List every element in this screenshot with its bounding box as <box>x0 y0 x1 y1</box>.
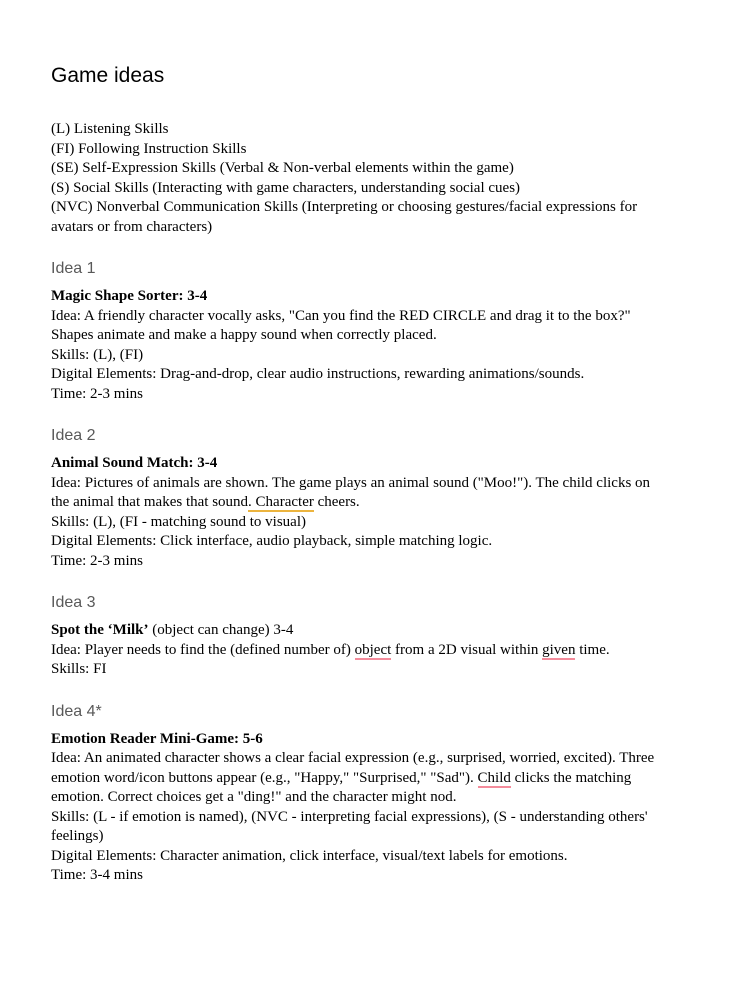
text-run: Idea: Player needs to find the (defined number of) <box>51 641 355 658</box>
text-run: Skills: (L - if emotion is named), (NVC - interpreting facial expressions), (S - understanding others' feelings) <box>51 808 648 844</box>
text-run: Idea: An animated character shows a clear facial expression (e.g., surprised, worried, excited). Three emotion word/icon buttons appear (e.g., "Happy," "Surprised," "Sad"). <box>51 750 655 786</box>
text-run: Digital Elements: Drag-and-drop, clear audio instructions, rewarding animations/sounds. <box>51 366 585 382</box>
text-run: Skills: (L), (FI) <box>51 346 144 363</box>
paragraph <box>51 307 671 346</box>
paragraph <box>51 749 671 808</box>
idea-section <box>51 593 671 680</box>
section-heading: Idea 1 <box>51 260 96 277</box>
legend-line: (L) Listening Skills <box>51 121 169 137</box>
sections <box>51 259 671 886</box>
text-run: (object can change) 3-4 <box>148 622 294 638</box>
suggestion-underline[interactable]: given <box>542 641 576 658</box>
text-run: Idea: Pictures of animals are shown. The game plays an animal sound ("Moo!"). The child clicks on the animal that makes that sound <box>51 474 651 510</box>
paragraph <box>51 847 671 867</box>
bold-text: Emotion Reader Mini-Game: 5-6 <box>51 730 263 747</box>
document-title: Game ideas <box>51 64 165 87</box>
paragraph <box>51 532 671 552</box>
idea-section <box>51 702 671 886</box>
text-run: time. <box>575 641 610 658</box>
section-heading: Idea 2 <box>51 427 96 444</box>
paragraph <box>51 730 671 750</box>
paragraph <box>51 365 671 385</box>
legend-line: (NVC) Nonverbal Communication Skills (Interpreting or choosing gestures/facial expressions for avatars or from characters) <box>51 199 638 235</box>
skills-legend <box>51 120 671 237</box>
section-heading: Idea 4* <box>51 702 102 720</box>
text-run: Time: 2-3 mins <box>51 385 143 402</box>
paragraph <box>51 866 671 886</box>
paragraph <box>51 552 671 572</box>
bold-text: Spot the ‘Milk’ <box>51 622 149 638</box>
idea-section <box>51 259 671 404</box>
paragraph <box>51 808 671 847</box>
text-run: cheers. <box>313 494 360 510</box>
paragraph <box>51 621 671 641</box>
suggestion-underline[interactable]: object <box>354 641 392 658</box>
idea-section <box>51 426 671 571</box>
text-run: Skills: (L), (FI - matching sound to visual) <box>51 513 306 530</box>
legend-line: (SE) Self-Expression Skills (Verbal & Non-verbal elements within the game) <box>51 160 514 176</box>
suggestion-underline[interactable]: . Character <box>248 494 314 510</box>
text-run: Skills: FI <box>51 661 107 677</box>
bold-text: Magic Shape Sorter: 3-4 <box>51 288 208 304</box>
legend-line: (FI) Following Instruction Skills <box>51 140 247 157</box>
paragraph <box>51 385 671 405</box>
paragraph <box>51 474 671 513</box>
paragraph <box>51 454 671 474</box>
paragraph <box>51 346 671 366</box>
paragraph <box>51 660 671 680</box>
text-run: from a 2D visual within <box>391 641 543 658</box>
text-run: Time: 3-4 mins <box>51 867 143 883</box>
paragraph <box>51 287 671 307</box>
text-run: Time: 2-3 mins <box>51 552 143 569</box>
section-heading: Idea 3 <box>51 594 96 611</box>
paragraph <box>51 641 671 661</box>
text-run: Digital Elements: Character animation, click interface, visual/text labels for emotions. <box>51 847 568 864</box>
text-run: Digital Elements: Click interface, audio playback, simple matching logic. <box>51 533 493 549</box>
suggestion-underline[interactable]: Child <box>477 769 511 786</box>
bold-text: Animal Sound Match: 3-4 <box>51 455 218 471</box>
text-run: Idea: A friendly character vocally asks, "Can you find the RED CIRCLE and drag it to the box?" Shapes animate and make a happy sound when correctly placed. <box>51 307 631 343</box>
text-run: clicks the matching emotion. Correct choices get a "ding!" and the character might nod. <box>51 769 632 805</box>
legend-line: (S) Social Skills (Interacting with game characters, understanding social cues) <box>51 179 521 196</box>
paragraph <box>51 513 671 533</box>
